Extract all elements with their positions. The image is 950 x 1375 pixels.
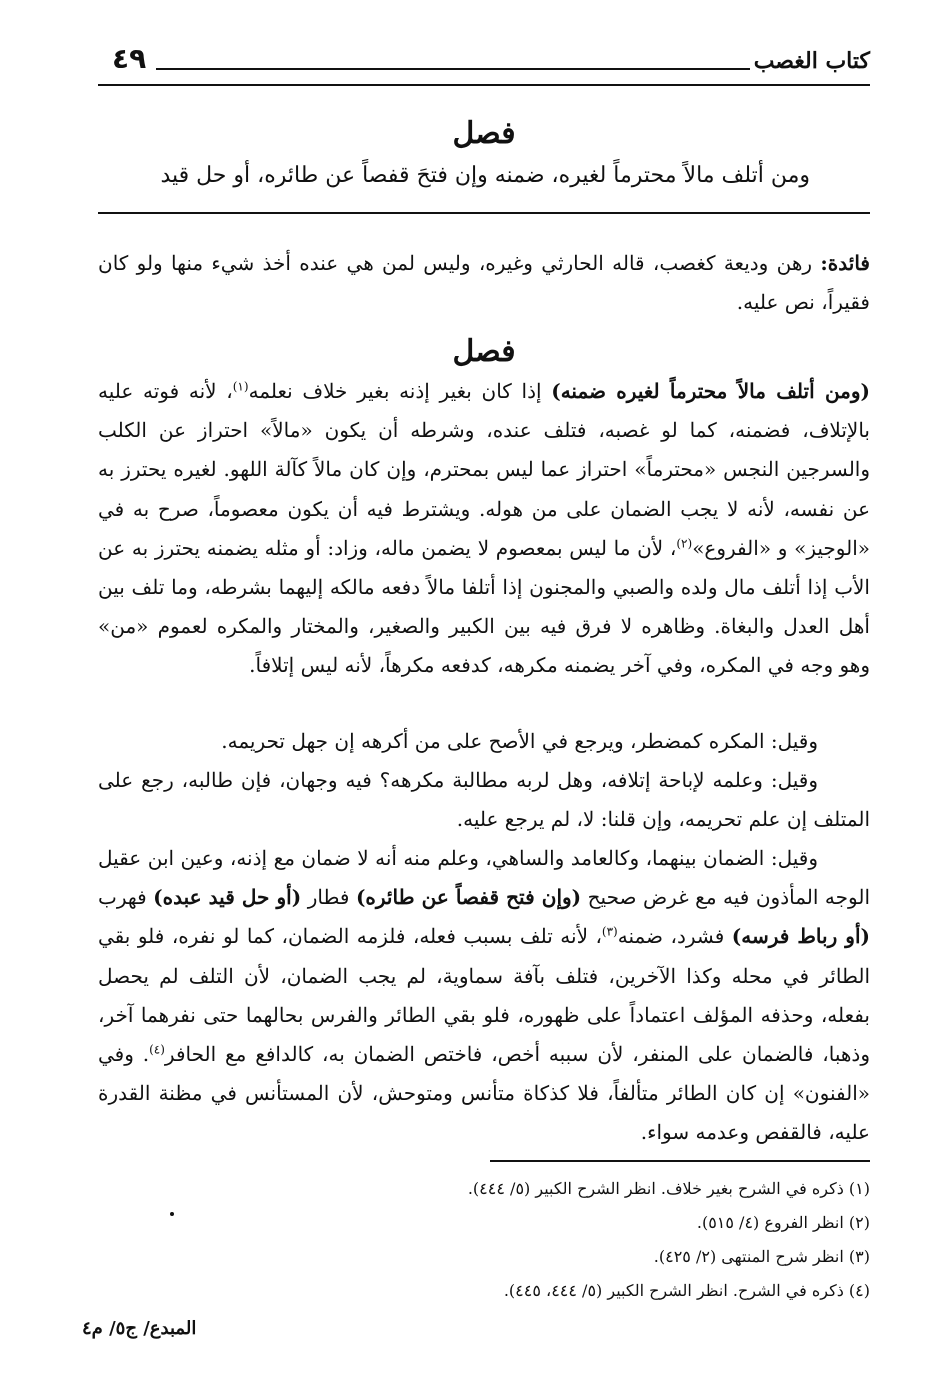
footnote-1: (١) ذكره في الشرح بغير خلاف. انظر الشرح الكبير (٥/ ٤٤٤).: [467, 1179, 870, 1198]
printer-signature: المبدع/ ج٥/ م٤: [82, 1318, 197, 1339]
section-title-sharh: فصل: [452, 334, 516, 369]
paragraph-2: وقيل: المكره كمضطر، ويرجع في الأصح على من أكرهه إن جهل تحريمه.: [221, 729, 818, 753]
print-speck: [170, 1212, 174, 1216]
footnote-rule: [490, 1160, 870, 1162]
faida-label: فائدة:: [820, 251, 870, 275]
book-title: كتاب الغصب: [753, 48, 870, 74]
faida-text: رهن وديعة كغصب، قاله الحارثي وغيره، وليس لمن هي عنده أخذ شيء منها ولو كان فقيراً، نص عليه.: [98, 251, 870, 315]
footnote-ref-2: (٢): [676, 536, 693, 551]
faida-paragraph: [98, 244, 870, 322]
paragraph-4: وقيل: الضمان بينهما، وكالعامد والساهي، وعلم منه أنه لا ضمان مع إذنه، وعين ابن عقيل الوجه المأذون فيه مع غرض صحيح (وإن فتح قفصاً عن طائره) فطار (أو حل قيد عبده) فهرب (أو رباط فرسه) فشرد، ضمنه$^{(٣)}$، لأنه تلف بسبب فعله، فلزمه الضمان، كما لو نفره، فلو بقي الطائر في محله وكذا الآخرين، فتلف بآفة سماوية، لم يجب الضمان، لأن التلف لم يحصل بفعله، وحذفه المؤلف اعتماداً على ظهوره، فلو بقي الطائر والفرس بحالهما حتى نفرهما آخر، وذهبا، فالضمان على المنفر، لأن سببه أخص، فاختص الضمان به، كالدافع مع الحافر$^{(٤)}$. وفي «الفنون» إن كان الطائر متألفاً، فلا كذكاة متأنس ومتوحش، لأن المستأنس في مظنة القدرة عليه، فالقفص وعدمه سواء.: [98, 846, 871, 1145]
section-title-matn: فصل: [452, 116, 516, 151]
quote-matn-1: (ومن أتلف مالاً محترماً لغيره ضمنه): [551, 379, 871, 403]
footnote-2: (٢) انظر الفروع (٤/ ٥١٥).: [696, 1213, 870, 1232]
footnote-4: (٤) ذكره في الشرح. انظر الشرح الكبير (٥/ ٤٤٤، ٤٤٥).: [503, 1281, 870, 1300]
footnote-ref-1: (١): [232, 379, 249, 394]
quote-matn-2: (وإن فتح قفصاً عن طائره): [355, 885, 582, 910]
header-rule: [98, 84, 870, 86]
footnote-ref-4: (٤): [149, 1042, 165, 1057]
quote-matn-3: (أو حل قيد عبده): [153, 885, 302, 910]
page-header: [98, 42, 870, 86]
matn-divider: [98, 212, 870, 214]
quote-matn-4: (أو رباط فرسه): [731, 924, 870, 949]
matn-text: ومن أتلف مالاً محترماً لغيره، ضمنه وإن فتحَ قفصاً عن طائره، أو حل قيد: [160, 163, 810, 188]
header-short-rule: [156, 68, 750, 70]
footnotes: [300, 1172, 870, 1308]
footnote-ref-3: (٣): [601, 924, 618, 939]
paragraph-3: وقيل: وعلمه لإباحة إتلافه، وهل لربه مطالبة مكرهه؟ فيه وجهان، فإن طالبه، رجع على المتلف إن علم تحريمه، وإن قلنا: لا، لم يرجع عليه.: [98, 768, 870, 832]
paragraph-1: (ومن أتلف مالاً محترماً لغيره ضمنه) إذا كان بغير إذنه بغير خلاف نعلمه$^{(١)}$، لأنه فوته عليه بالإتلاف، فضمنه، كما لو غصبه، فتلف عنده، وشرطه أن يكون «مالاً» احتراز عن الكلب والسرجين النجس «محترماً» احتراز عما ليس بمحترم، وإن كان مالاً كآلة اللهو. لغيره يحترز به عن نفسه، لأنه لا يجب الضمان على من هوله. ويشترط فيه أن يكون معصوماً، صرح به في «الوجيز» و «الفروع»$^{(٢)}$، لأن ما ليس بمعصوم لا يضمن ماله، وزاد: أو مثله يضمنه يحترز به عن الأب إذا أتلف مال ولده والصبي والمجنون إذا أتلفا مالاً دفعه مالكه إليهما بشرطه، وما تلف بين أهل العدل والبغاة. وظاهره لا فرق فيه بين الكبير والصغير، والمختار والمكره لعموم «من» وهو وجه في المكره، وفي آخر يضمنه مكرهه، كدفعه مكرهاً، لأنه ليس إتلافاً.: [98, 379, 871, 678]
page-number: ٤٩: [112, 42, 147, 75]
footnote-3: (٣) انظر شرح المنتهى (٢/ ٤٢٥).: [653, 1247, 870, 1266]
